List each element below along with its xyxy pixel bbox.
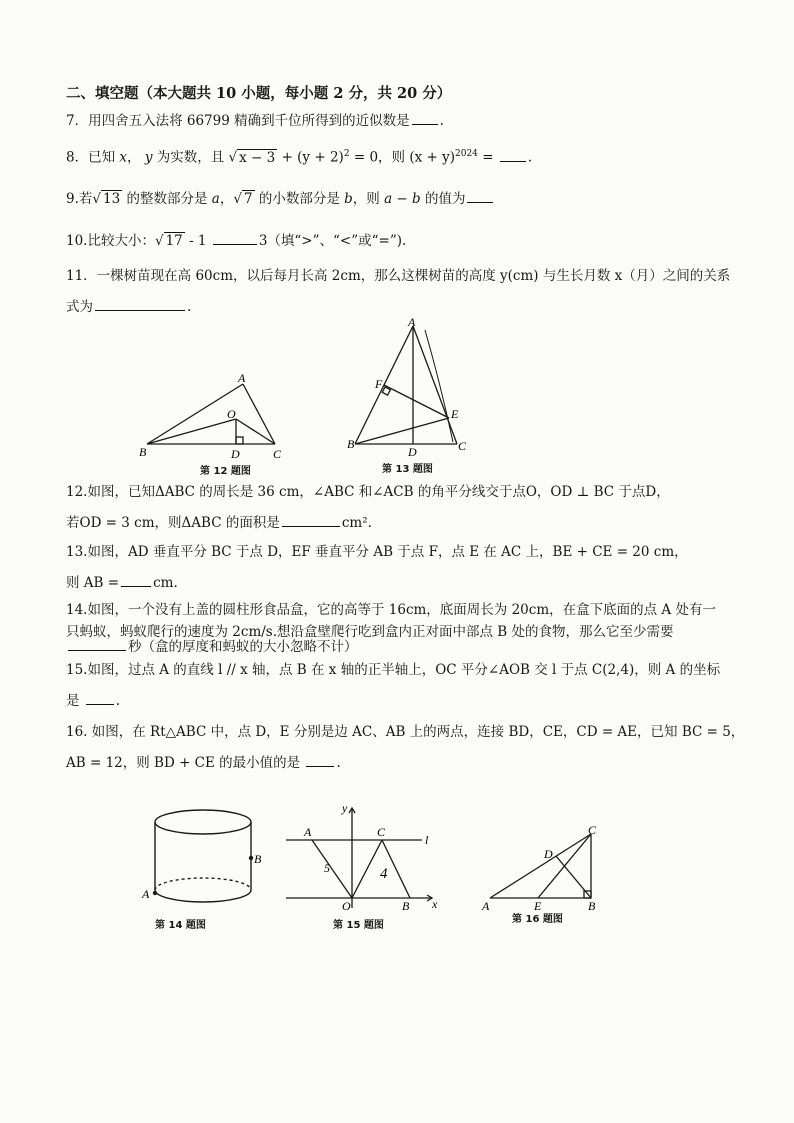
q8-pre: 8．已知 [66,149,116,166]
fig12-label-a: A [238,371,246,385]
q8-mid4: = 0，则 (x + y) [349,149,455,166]
q8-mid2: 为实数，且 [156,149,225,166]
q14-line3-post: 秒（盒的厚度和蚂蚁的大小忽略不计） [128,639,358,655]
fig14-bottom-front [155,890,251,902]
q16-answer-blank[interactable] [306,752,334,767]
fig15-label-c: C [377,825,386,839]
question-13-line2 [66,572,766,593]
fig13-pencil-mark [425,330,453,442]
question-12-line1: 12.如图，已知ΔABC 的周长是 36 cm，∠ABC 和∠ACB 的角平分线交于点O，OD ⊥ BC 于点D， [66,484,670,500]
q8-answer-blank[interactable] [500,147,526,162]
q9-pre: 9.若 [66,191,93,207]
fig16-bd [556,856,591,898]
fig13-label-c: C [458,439,467,453]
fig16-label-d: D [544,847,553,861]
question-16-line1: 16. 如图，在 Rt△ABC 中，点 D，E 分别是边 AC、AB 上的两点，连接 BD，CE，CD = AE，已知 BC = 5， [66,724,745,740]
q9-mid4: ，则 [352,191,380,207]
q9-mid1: 的整数部分是 [126,191,208,207]
q10-answer-blank[interactable] [213,230,257,245]
fig13-label-d: D [408,445,417,458]
fig12-label-o: O [227,407,236,421]
fig16-label-e: E [534,899,542,910]
q8-sq: 2 [343,149,350,159]
q15-line2-pre: 是 [66,693,80,709]
fig13-be [355,418,449,444]
figure-16 [480,824,605,910]
q12-line2-pre: 若OD = 3 cm，则ΔABC 的面积是 [66,515,280,531]
q11-answer-blank[interactable] [95,296,185,311]
fig15-label-l: l [425,833,429,847]
fig13-ef [384,385,449,418]
question-14-line3 [66,636,766,657]
fig14-caption: 第 14 题图 [155,920,206,931]
q8-root: x − 3 [239,149,276,166]
section-title: 二、填空题（本大题共 10 小题，每小题 2 分，共 20 分） [66,85,452,102]
fig16-caption: 第 16 题图 [512,914,563,925]
q8-mid3: + (y + 2) [281,149,344,166]
fig13-caption: 第 13 题图 [382,464,433,475]
fig16-label-a: A [482,899,490,910]
question-14-line2: 只蚂蚁，蚂蚁爬行的速度为 2cm/s.想沿盒壁爬行吃到盒内正对面中部点 B 处的食物，那么它至少需要 [66,624,674,640]
fig12-label-b: B [139,445,147,459]
question-9: 9.若√ 13 的整数部分是 a，√ 7 的小数部分是 b，则 a − b 的值为 [66,188,766,209]
figure-12 [135,370,295,462]
question-13-line1: 13.如图，AD 垂直平分 BC 于点 D，EF 垂直平分 AB 于点 F，点 E 在 AC 上，BE + CE = 20 cm， [66,544,688,560]
fig14-bottom-back [155,878,251,890]
fig13-label-a: A [408,316,416,329]
question-12-line2 [66,512,766,533]
fig12-side-ac [243,384,275,444]
q13-line2-pre: 则 AB = [66,575,120,591]
q10-pre: 10.比较大小： [66,233,155,249]
q12-answer-blank[interactable] [282,512,340,527]
figure-15 [282,800,442,912]
q10-root: 17 [165,233,183,249]
fig15-label-b: B [402,899,410,912]
q12-line2-post: cm². [341,515,372,531]
q9-answer-blank[interactable] [467,188,493,203]
fig13-label-f: F [375,377,383,391]
q9-mid3: 的小数部分是 [258,191,340,207]
q13-answer-blank[interactable] [121,572,151,587]
q16-line2-post: . [336,755,341,771]
q8-post: = [477,149,498,166]
q10-post: 3（填“>”、“<”或“=”). [258,233,407,249]
fig12-bisector-c [236,419,275,444]
fig14-label-b: B [254,852,262,866]
q15-line2-post: . [115,693,121,709]
fig12-right-angle [236,437,243,444]
q9-mid5: 的值为 [424,191,466,207]
var-x: x [119,149,128,166]
q11-line2: 式为 [66,299,93,315]
question-10: 10.比较大小：√ 17 - 1 3（填“>”、“<”或“=”). [66,230,766,251]
q14-answer-blank[interactable] [68,636,126,651]
fig15-annotation-4: 4 [380,866,388,882]
question-8: 8．已知 x， y 为实数，且 √ $x - 3 + (y + 2)^2 = 0$，则 $(x + y)^{2024}$ = . [66,144,766,168]
q15-answer-blank[interactable] [86,690,114,705]
fig12-label-c: C [273,447,282,461]
question-16-line2 [66,752,766,773]
fig16-side-ac [490,834,591,898]
fig15-label-a: A [304,825,312,839]
q9-mid2: ， [219,191,234,207]
fig12-label-d: D [231,447,240,461]
fig15-annotation-5: 5 [324,861,330,875]
question-15-line2 [66,690,766,711]
q9-root1: 13 [103,191,121,207]
q7-answer-blank[interactable] [412,110,438,125]
fig15-oc [352,840,382,898]
fig15-label-o: O [342,899,351,912]
fig15-label-x: x [432,897,438,911]
fig14-top-ellipse [155,810,251,834]
question-11-line1: 11．一棵树苗现在高 60cm，以后每月长高 2cm，那么这棵树苗的高度 y(cm) 与生长月数 x（月）之间的关系 [66,268,731,284]
fig13-label-b: B [347,437,355,451]
fig15-caption: 第 15 题图 [333,920,384,931]
fig14-label-a: A [142,887,150,901]
q16-line2-pre: AB = 12，则 BD + CE 的最小值的是 [66,755,301,771]
fig12-bisector-b [147,419,236,444]
var-y: y [144,149,153,166]
q8-mid1: ， [127,149,141,166]
q9-root2: 7 [243,191,253,207]
var-a: a [211,191,220,207]
q10-mid: - 1 [184,233,207,249]
q13-line2-post: cm. [153,575,178,591]
question-14-line1: 14.如图，一个没有上盖的圆柱形食品盒，它的高等于 16cm，底面周长为 20cm，在盒下底面的点 A 处有一 [66,602,716,618]
figure-14 [138,802,268,914]
figure-13 [345,316,480,458]
question-15-line1: 15.如图，过点 A 的直线 l // x 轴，点 B 在 x 轴的正半轴上，OC 平分∠AOB 交 l 于点 C(2,4)，则 A 的坐标 [66,662,721,678]
q7-text: 7．用四舍五入法将 66799 精确到千位所得到的近似数是 [66,113,410,129]
question-11-line2: 式为 . [66,296,766,317]
question-7: 7．用四舍五入法将 66799 精确到千位所得到的近似数是 . [66,110,766,131]
fig14-point-b [249,856,253,860]
fig13-label-e: E [451,407,459,421]
fig16-label-c: C [588,824,597,837]
fig15-label-y: y [342,801,348,815]
var-b: b [344,191,353,207]
fig14-point-a [153,891,157,895]
q8-exp: 2024 [455,149,478,159]
fig16-label-b: B [588,899,596,910]
fig12-caption: 第 12 题图 [200,466,251,477]
var-a-minus-b: a − b [384,191,421,207]
fig15-oa [312,840,352,898]
